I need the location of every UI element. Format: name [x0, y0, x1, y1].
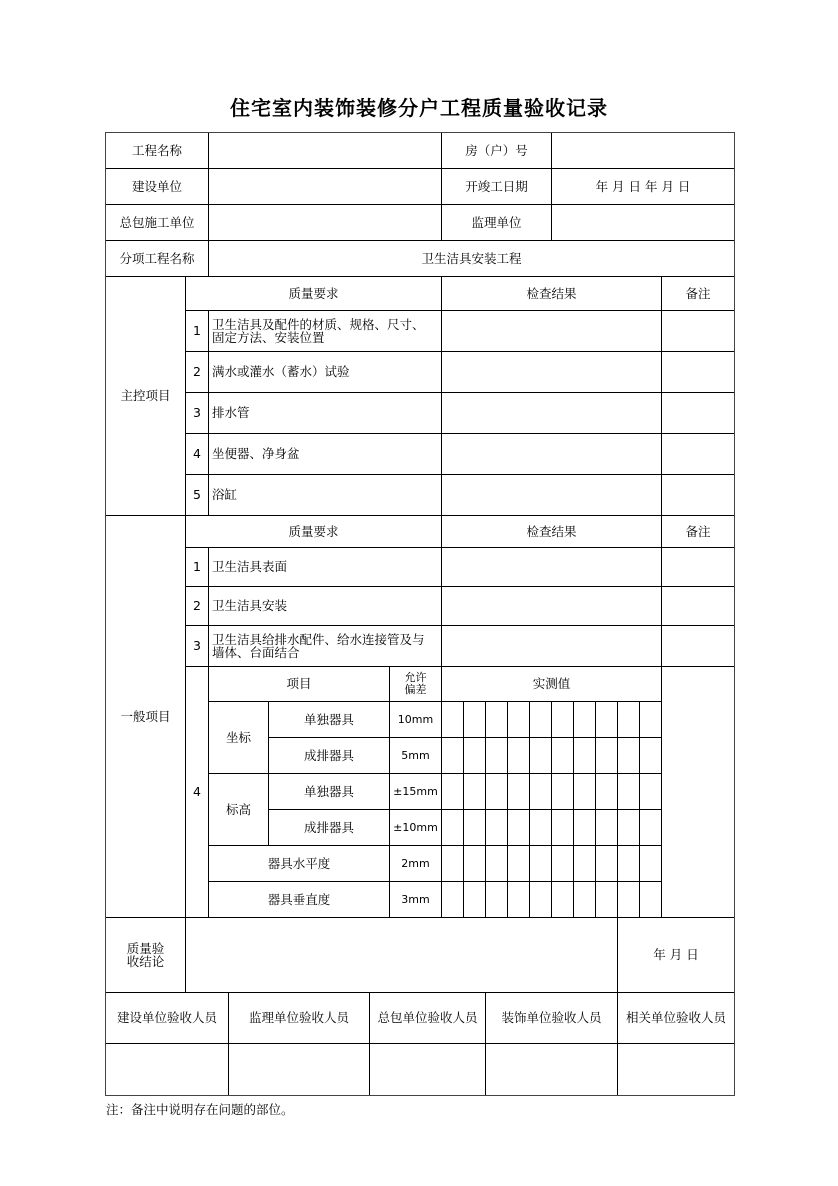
contractor-field[interactable] [208, 204, 442, 241]
requirement-text: 坐便器、净身盆 [208, 433, 442, 475]
coordinate-group-label: 坐标 [208, 701, 269, 774]
measured-value-field[interactable] [441, 701, 464, 738]
builder-label: 建设单位 [105, 168, 209, 205]
remark-field[interactable] [661, 310, 735, 352]
project-name-field[interactable] [208, 132, 442, 169]
measured-value-field[interactable] [551, 773, 574, 810]
measured-value-field[interactable] [639, 845, 662, 882]
subproject-field[interactable]: 卫生洁具安装工程 [208, 240, 735, 277]
measured-value-field[interactable] [507, 773, 530, 810]
measured-header: 实测值 [441, 666, 662, 702]
measured-value-field[interactable] [485, 737, 508, 774]
tolerance-header: 允许 偏差 [389, 666, 442, 702]
measured-value-field[interactable] [551, 701, 574, 738]
measured-value-field[interactable] [639, 701, 662, 738]
measured-value-field[interactable] [617, 773, 640, 810]
measured-value-field[interactable] [507, 881, 530, 918]
item-header: 项目 [208, 666, 390, 702]
result-header: 检查结果 [441, 276, 662, 311]
measured-value-field[interactable] [485, 701, 508, 738]
measured-value-field[interactable] [529, 737, 552, 774]
requirement-text: 卫生洁具给排水配件、给水连接管及与 墙体、台面结合 [208, 625, 442, 667]
signature-field[interactable] [369, 1043, 486, 1096]
requirement-text: 浴缸 [208, 474, 442, 516]
result-header: 检查结果 [441, 515, 662, 548]
measured-value-field[interactable] [573, 845, 596, 882]
measured-value-field[interactable] [617, 701, 640, 738]
measured-value-field[interactable] [573, 809, 596, 846]
measured-value-field[interactable] [595, 881, 618, 918]
item-number: 3 [185, 625, 209, 667]
measured-value-field[interactable] [463, 701, 486, 738]
item-number: 4 [185, 666, 209, 918]
measured-value-field[interactable] [507, 809, 530, 846]
conclusion-label: 质量验 收结论 [105, 917, 186, 993]
builder-field[interactable] [208, 168, 442, 205]
deviation-item-name: 器具水平度 [208, 845, 390, 882]
measured-value-field[interactable] [529, 809, 552, 846]
measured-value-field[interactable] [507, 737, 530, 774]
date-field[interactable]: 年 月 日 年 月 日 [551, 168, 735, 205]
signature-field[interactable] [485, 1043, 618, 1096]
measured-value-field[interactable] [617, 845, 640, 882]
item-number: 5 [185, 474, 209, 516]
measured-value-field[interactable] [463, 773, 486, 810]
conclusion-field[interactable] [185, 917, 618, 993]
remark-field[interactable] [661, 586, 735, 626]
measured-value-field[interactable] [551, 881, 574, 918]
measured-value-field[interactable] [463, 845, 486, 882]
measured-value-field[interactable] [529, 701, 552, 738]
remark-field[interactable] [661, 547, 735, 587]
result-field[interactable] [441, 547, 662, 587]
requirement-header: 质量要求 [185, 515, 442, 548]
measured-value-field[interactable] [463, 881, 486, 918]
deviation-item-name: 单独器具 [268, 701, 390, 738]
deviation-item-name: 器具垂直度 [208, 881, 390, 918]
signature-label: 总包单位验收人员 [369, 992, 486, 1044]
requirement-text: 满水或灌水（蓄水）试验 [208, 351, 442, 393]
room-no-label: 房（户）号 [441, 132, 552, 169]
signature-label: 相关单位验收人员 [617, 992, 735, 1044]
measured-value-field[interactable] [485, 773, 508, 810]
measured-value-field[interactable] [551, 845, 574, 882]
measured-value-field[interactable] [573, 701, 596, 738]
remark-header: 备注 [661, 276, 735, 311]
deviation-item-name: 成排器具 [268, 809, 390, 846]
measured-value-field[interactable] [595, 701, 618, 738]
supervisor-field[interactable] [551, 204, 735, 241]
measured-value-field[interactable] [573, 773, 596, 810]
signature-field[interactable] [105, 1043, 229, 1096]
elevation-group-label: 标高 [208, 773, 269, 846]
item-number: 1 [185, 547, 209, 587]
conclusion-date: 年 月 日 [617, 917, 735, 993]
general-items-label: 一般项目 [105, 515, 186, 918]
result-field[interactable] [441, 310, 662, 352]
tolerance-value: 10mm [389, 701, 442, 738]
measured-value-field[interactable] [485, 809, 508, 846]
requirement-text: 卫生洁具表面 [208, 547, 442, 587]
measured-value-field[interactable] [551, 737, 574, 774]
measured-value-field[interactable] [639, 809, 662, 846]
remark-field[interactable] [661, 666, 735, 918]
measured-value-field[interactable] [639, 737, 662, 774]
measured-value-field[interactable] [463, 737, 486, 774]
measured-value-field[interactable] [573, 881, 596, 918]
measured-value-field[interactable] [441, 881, 464, 918]
signature-label: 建设单位验收人员 [105, 992, 229, 1044]
result-field[interactable] [441, 433, 662, 475]
remark-field[interactable] [661, 474, 735, 516]
result-field[interactable] [441, 625, 662, 667]
measured-value-field[interactable] [639, 881, 662, 918]
tolerance-value: 3mm [389, 881, 442, 918]
item-number: 3 [185, 392, 209, 434]
room-no-field[interactable] [551, 132, 735, 169]
measured-value-field[interactable] [573, 737, 596, 774]
measured-value-field[interactable] [595, 845, 618, 882]
result-field[interactable] [441, 392, 662, 434]
requirement-header: 质量要求 [185, 276, 442, 311]
measured-value-field[interactable] [595, 737, 618, 774]
measured-value-field[interactable] [595, 773, 618, 810]
result-field[interactable] [441, 586, 662, 626]
tolerance-value: ±10mm [389, 809, 442, 846]
measured-value-field[interactable] [441, 845, 464, 882]
deviation-item-name: 单独器具 [268, 773, 390, 810]
deviation-item-name: 成排器具 [268, 737, 390, 774]
remark-field[interactable] [661, 351, 735, 393]
requirement-text: 卫生洁具及配件的材质、规格、尺寸、 固定方法、安装位置 [208, 310, 442, 352]
measured-value-field[interactable] [529, 845, 552, 882]
measured-value-field[interactable] [441, 737, 464, 774]
remark-field[interactable] [661, 433, 735, 475]
main-control-label: 主控项目 [105, 276, 186, 516]
measured-value-field[interactable] [507, 845, 530, 882]
supervisor-label: 监理单位 [441, 204, 552, 241]
date-label: 开竣工日期 [441, 168, 552, 205]
footnote: 注：备注中说明存在问题的部位。 [106, 1102, 294, 1117]
signature-label: 监理单位验收人员 [228, 992, 370, 1044]
tolerance-value: 2mm [389, 845, 442, 882]
tolerance-value: 5mm [389, 737, 442, 774]
item-number: 1 [185, 310, 209, 352]
measured-value-field[interactable] [485, 881, 508, 918]
subproject-label: 分项工程名称 [105, 240, 209, 277]
item-number: 2 [185, 586, 209, 626]
measured-value-field[interactable] [617, 809, 640, 846]
result-field[interactable] [441, 351, 662, 393]
page-title: 住宅室内装饰装修分户工程质量验收记录 [230, 96, 608, 120]
measured-value-field[interactable] [507, 701, 530, 738]
measured-value-field[interactable] [529, 881, 552, 918]
requirement-text: 卫生洁具安装 [208, 586, 442, 626]
measured-value-field[interactable] [441, 809, 464, 846]
measured-value-field[interactable] [595, 809, 618, 846]
project-name-label: 工程名称 [105, 132, 209, 169]
measured-value-field[interactable] [617, 737, 640, 774]
measured-value-field[interactable] [485, 845, 508, 882]
signature-field[interactable] [228, 1043, 370, 1096]
measured-value-field[interactable] [441, 773, 464, 810]
remark-field[interactable] [661, 392, 735, 434]
tolerance-value: ±15mm [389, 773, 442, 810]
measured-value-field[interactable] [617, 881, 640, 918]
item-number: 2 [185, 351, 209, 393]
item-number: 4 [185, 433, 209, 475]
contractor-label: 总包施工单位 [105, 204, 209, 241]
remark-field[interactable] [661, 625, 735, 667]
measured-value-field[interactable] [529, 773, 552, 810]
measured-value-field[interactable] [551, 809, 574, 846]
signature-field[interactable] [617, 1043, 735, 1096]
measured-value-field[interactable] [639, 773, 662, 810]
remark-header: 备注 [661, 515, 735, 548]
measured-value-field[interactable] [463, 809, 486, 846]
result-field[interactable] [441, 474, 662, 516]
requirement-text: 排水管 [208, 392, 442, 434]
signature-label: 装饰单位验收人员 [485, 992, 618, 1044]
